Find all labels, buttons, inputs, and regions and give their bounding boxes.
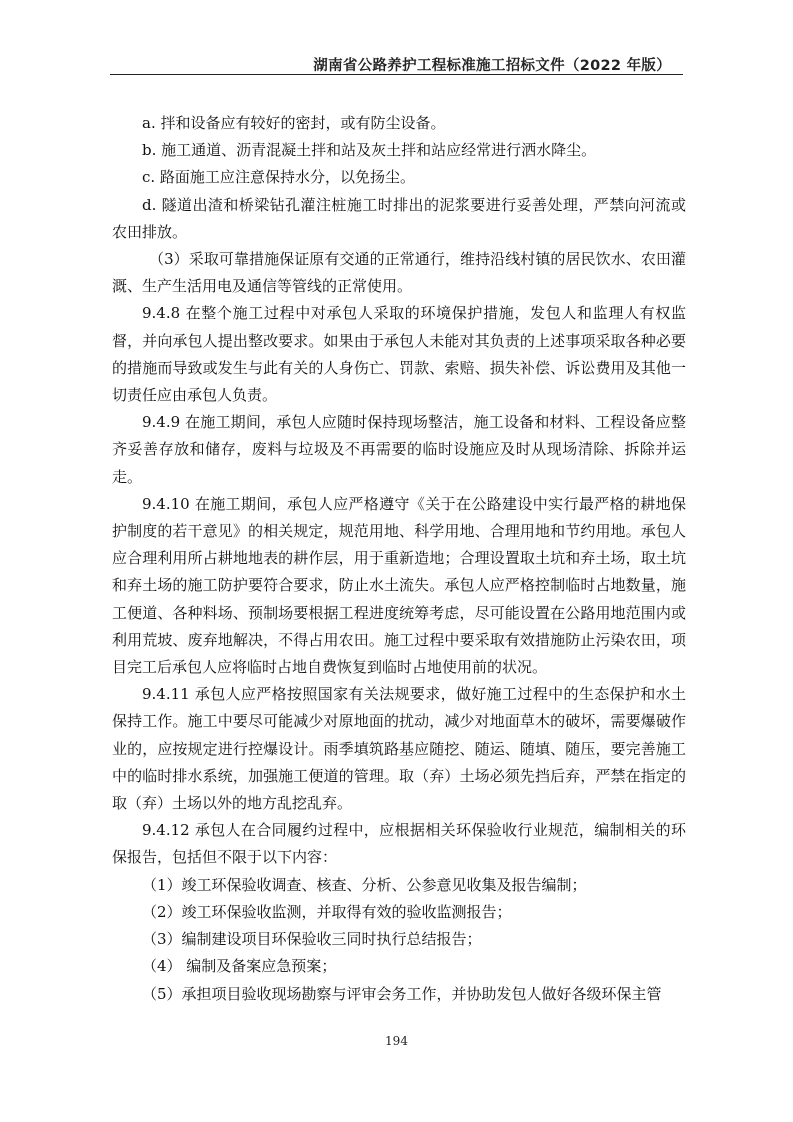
paragraph-a: a. 拌和设备应有较好的密封，或有防尘设备。 [142,114,446,132]
list-item-5: （5）承担项目验收现场勘察与评审会务工作，并协助发包人做好各级环保主管 [142,984,662,1003]
paragraph-c: c. 路面施工应注意保持水分，以免扬尘。 [142,168,415,187]
document-body [112,110,686,1008]
paragraph-9-4-8: 9.4.8 在整个施工过程中对承包人采取的环境保护措施，发包人和监理人有权监督，并向承包人提出整改要求。如果由于承包人未能对其负责的上述事项采取各种必要的措施而导致或发生与此有关的人身伤亡、罚款、索赔、损失补偿、诉讼费用及其他一切责任应由承包人负责。 [112,304,686,405]
paragraph-b: b. 施工通道、沥青混凝土拌和站及灰土拌和站应经常进行洒水降尘。 [142,141,597,160]
list-item-1: （1）竣工环保验收调查、核查、分析、公参意见收集及报告编制； [142,875,587,894]
paragraph-9-4-10: 9.4.10 在施工期间，承包人应严格遵守《关于在公路建设中实行最严格的耕地保护制度的若干意见》的相关规定，规范用地、科学用地、合理用地和节约用地。承包人应合理利用所占耕地地表的耕作层，用于重新造地；合理设置取土坑和弃土场，取土坑和弃土场的施工防护要符合要求，防止水土流失。承包人应严格控制临时占地数量，施工便道、各种料场、预制场要根据工程进度统筹考虑，尽可能设置在公路用地范围内或利用荒坡、废弃地解决，不得占用农田。施工过程中要采取有效措施防止污染农田，项目完工后承包人应将临时占地自费恢复到临时占地使用前的状况。 [112,494,686,677]
list-item-2: （2）竣工环保验收监测，并取得有效的验收监测报告； [142,902,512,921]
paragraph-d: d. 隧道出渣和桥梁钻孔灌注桩施工时排出的泥浆要进行妥善处理，严禁向河流或农田排放。 [112,195,686,241]
page-number: 194 [385,1034,408,1048]
paragraph-9-4-11: 9.4.11 承包人应严格按照国家有关法规要求，做好施工过程中的生态保护和水土保持工作。施工中要尽可能减少对原地面的扰动，减少对地面草木的破坏，需要爆破作业的，应按规定进行控爆设计。雨季填筑路基应随挖、随运、随填、随压，要完善施工中的临时排水系统，加强施工便道的管理。取（弃）土场必须先挡后弃，严禁在指定的取（弃）土场以外的地方乱挖乱弃。 [112,685,686,813]
page-header [110,42,683,75]
list-item-3: （3）编制建设项目环保验收三同时执行总结报告； [142,930,482,949]
paragraph-9-4-12: 9.4.12 承包人在合同履约过程中，应根据相关环保验收行业规范，编制相关的环保报告，包括但不限于以下内容： [112,821,686,867]
list-item-4: （4） 编制及备案应急预案； [142,957,337,976]
header-title: 湖南省公路养护工程标准施工招标文件（2022 年版） [313,58,671,74]
paragraph-9-4-9: 9.4.9 在施工期间，承包人应随时保持现场整洁，施工设备和材料、工程设备应整齐妥善存放和储存，废料与垃圾及不再需要的临时设施应及时从现场清除、拆除并运走。 [112,413,686,486]
paragraph-item-3: （3）采取可靠措施保证原有交通的正常通行，维持沿线村镇的居民饮水、农田灌溉、生产生活用电及通信等管线的正常使用。 [112,250,686,296]
